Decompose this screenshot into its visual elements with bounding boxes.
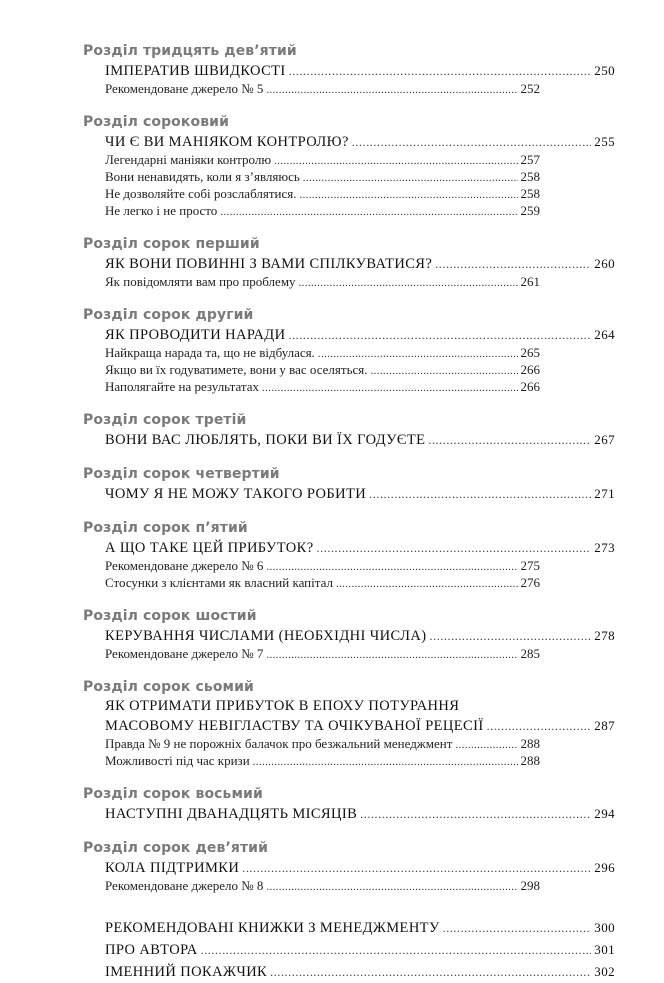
toc-entry-sub[interactable] <box>83 169 540 186</box>
toc-entry-main[interactable] <box>83 939 615 961</box>
dot-leader <box>299 275 518 291</box>
page-number: 288 <box>520 753 540 768</box>
page-number: 255 <box>594 134 615 149</box>
entry-title: Не легко і не просто <box>105 203 218 218</box>
dot-leader <box>435 255 591 274</box>
toc-entry-main[interactable] <box>83 626 615 646</box>
toc-entry-sub[interactable] <box>83 81 540 98</box>
toc-entry-main[interactable] <box>83 917 615 939</box>
entry-title: ЯК ВОНИ ПОВИННІ З ВАМИ СПІЛКУВАТИСЯ? <box>105 256 433 272</box>
dot-leader <box>270 961 591 983</box>
chapter-heading: Розділ сорок восьмий <box>83 786 263 802</box>
chapter-heading: Розділ сорок дев’ятий <box>83 840 268 856</box>
dot-leader <box>289 62 592 81</box>
entry-title: Легендарні маніяки контролю <box>105 152 272 167</box>
entry-title: КЕРУВАННЯ ЧИСЛАМИ (НЕОБХІДНІ ЧИСЛА) <box>105 628 427 644</box>
toc-entry-main[interactable] <box>83 858 615 878</box>
entry-title: Рекомендоване джерело № 7 <box>105 646 264 661</box>
page-number: 257 <box>520 152 540 167</box>
toc-entry-main[interactable] <box>83 716 615 736</box>
entry-title: КОЛА ПІДТРИМКИ <box>105 860 240 876</box>
chapter-48 <box>83 785 615 824</box>
dot-leader <box>371 363 518 379</box>
chapter-heading: Розділ сорок четвертий <box>83 466 280 482</box>
page-number: 267 <box>594 432 615 447</box>
chapter-heading: Розділ сорок третій <box>83 412 247 428</box>
entry-title: Найкраща нарада та, що не відбулася. <box>105 345 315 360</box>
entry-title: ПРО АВТОРА <box>105 942 198 958</box>
toc-entry-main[interactable] <box>83 961 615 983</box>
page-number: 258 <box>520 186 540 201</box>
chapter-45 <box>83 519 615 592</box>
page-number: 294 <box>594 806 615 821</box>
dot-leader <box>266 82 517 98</box>
toc-entry-main[interactable] <box>83 430 615 450</box>
toc-entry-sub[interactable] <box>83 345 540 362</box>
entry-title: ІМЕННИЙ ПОКАЖЧИК <box>105 964 268 980</box>
entry-title: Стосунки з клієнтами як власний капітал <box>105 575 333 590</box>
chapter-43 <box>83 411 615 450</box>
page-number: 259 <box>520 203 540 218</box>
entry-title: МАСОВОМУ НЕВІГЛАСТВУ ТА ОЧІКУВАНОЇ РЕЦЕСІЇ <box>105 718 484 734</box>
page-number: 260 <box>594 256 615 271</box>
entry-title: НАСТУПНІ ДВАНАДЦЯТЬ МІСЯЦІВ <box>105 806 358 822</box>
dot-leader <box>369 485 591 504</box>
page-number: 250 <box>594 63 615 78</box>
page-number: 266 <box>520 362 540 377</box>
dot-leader <box>352 133 592 152</box>
page-number: 296 <box>594 860 615 875</box>
toc-entry-main[interactable] <box>83 325 615 345</box>
toc-entry-sub[interactable] <box>83 203 540 220</box>
dot-leader <box>288 326 591 345</box>
entry-title: ВОНИ ВАС ЛЮБЛЯТЬ, ПОКИ ВИ ЇХ ГОДУЄТЕ <box>105 432 426 448</box>
entry-title: Рекомендоване джерело № 5 <box>105 81 264 96</box>
entry-title-line1[interactable]: ЯК ОТРИМАТИ ПРИБУТОК В ЕПОХУ ПОТУРАННЯ <box>105 698 460 714</box>
dot-leader <box>360 805 591 824</box>
chapter-40 <box>83 113 615 220</box>
entry-title: Вони ненавидять, коли я з’являюсь <box>105 169 300 184</box>
chapter-heading: Розділ тридцять дев’ятий <box>83 43 297 59</box>
chapter-heading: Розділ сорок сьомий <box>83 679 254 695</box>
dot-leader <box>299 187 517 203</box>
toc-entry-main[interactable] <box>83 132 615 152</box>
toc-entry-main[interactable] <box>83 61 615 81</box>
chapter-44 <box>83 465 615 504</box>
entry-title: ЧИ Є ВИ МАНІЯКОМ КОНТРОЛЮ? <box>105 134 349 150</box>
back-matter <box>83 917 615 983</box>
dot-leader <box>336 576 518 592</box>
page-number: 271 <box>594 486 615 501</box>
toc-entry-sub[interactable] <box>83 379 540 396</box>
page-number: 298 <box>520 878 540 893</box>
entry-title: Правда № 9 не порожніх балачок про безжальний менеджмент <box>105 736 453 751</box>
toc-entry-sub[interactable] <box>83 753 540 770</box>
dot-leader <box>220 204 517 220</box>
dot-leader <box>201 939 592 961</box>
chapter-49 <box>83 839 615 895</box>
toc-entry-sub[interactable] <box>83 736 540 753</box>
entry-title: ЧОМУ Я НЕ МОЖУ ТАКОГО РОБИТИ <box>105 486 367 502</box>
toc-entry-sub[interactable] <box>83 575 540 592</box>
entry-title: А ЩО ТАКЕ ЦЕЙ ПРИБУТОК? <box>105 540 314 556</box>
page-number: 275 <box>520 558 540 573</box>
page-number: 261 <box>520 274 540 289</box>
entry-title: Можливості під час кризи <box>105 753 250 768</box>
dot-leader <box>487 717 592 736</box>
toc-entry-main[interactable] <box>83 484 615 504</box>
chapter-39 <box>83 42 615 98</box>
dot-leader <box>430 627 592 646</box>
chapter-heading: Розділ сорок п’ятий <box>83 520 248 536</box>
dot-leader <box>428 431 591 450</box>
chapter-46 <box>83 607 615 663</box>
dot-leader <box>242 859 591 878</box>
page-number: 265 <box>520 345 540 360</box>
page-number: 285 <box>520 646 540 661</box>
toc-entry-sub[interactable] <box>83 362 540 379</box>
entry-title: Рекомендоване джерело № 8 <box>105 878 264 893</box>
chapter-heading: Розділ сороковий <box>83 114 230 130</box>
chapter-heading: Розділ сорок перший <box>83 236 260 252</box>
page-number: 264 <box>594 327 615 342</box>
page-number: 278 <box>594 628 615 643</box>
toc-entry-sub[interactable] <box>83 152 540 169</box>
entry-title: ЯК ПРОВОДИТИ НАРАДИ <box>105 327 286 343</box>
chapter-42 <box>83 306 615 396</box>
page-number: 258 <box>520 169 540 184</box>
page-number: 273 <box>594 540 615 555</box>
toc-entry-sub[interactable] <box>83 186 540 203</box>
dot-leader <box>253 754 518 770</box>
chapter-41 <box>83 235 615 291</box>
dot-leader <box>266 879 517 895</box>
toc-entry-main[interactable] <box>83 538 615 558</box>
entry-title: РЕКОМЕНДОВАНІ КНИЖКИ З МЕНЕДЖМЕНТУ <box>105 920 440 936</box>
chapter-heading: Розділ сорок шостий <box>83 608 257 624</box>
dot-leader <box>317 539 592 558</box>
page-number: 276 <box>520 575 540 590</box>
toc-entry-sub[interactable] <box>83 646 540 663</box>
dot-leader <box>266 559 517 575</box>
dot-leader <box>303 170 518 186</box>
entry-title: Наполягайте на результатах <box>105 379 260 394</box>
page-number: 300 <box>594 920 615 935</box>
toc-entry-main[interactable] <box>83 254 615 274</box>
toc-entry-main[interactable] <box>83 804 615 824</box>
toc-entry-sub[interactable] <box>83 878 540 895</box>
toc-entry-sub[interactable] <box>83 274 540 291</box>
entry-title: Як повідомляти вам про проблему <box>105 274 296 289</box>
dot-leader <box>318 346 518 362</box>
dot-leader <box>443 917 592 939</box>
chapter-heading: Розділ сорок другий <box>83 307 254 323</box>
entry-title: ІМПЕРАТИВ ШВИДКОСТІ <box>105 63 286 79</box>
dot-leader <box>455 737 517 753</box>
dot-leader <box>274 153 517 169</box>
page-number: 302 <box>594 964 615 979</box>
entry-title: Якщо ви їх годуватимете, вони у вас оселяться. <box>105 362 368 377</box>
chapter-47 <box>83 678 615 770</box>
entry-title: Рекомендоване джерело № 6 <box>105 558 264 573</box>
page-number: 266 <box>520 379 540 394</box>
table-of-contents <box>83 42 615 983</box>
dot-leader <box>266 647 517 663</box>
toc-entry-sub[interactable] <box>83 558 540 575</box>
page-number: 288 <box>520 736 540 751</box>
entry-title: Не дозволяйте собі розслаблятися. <box>105 186 297 201</box>
page-number: 301 <box>594 942 615 957</box>
dot-leader <box>262 380 517 396</box>
page-number: 287 <box>594 718 615 733</box>
page-number: 252 <box>520 81 540 96</box>
